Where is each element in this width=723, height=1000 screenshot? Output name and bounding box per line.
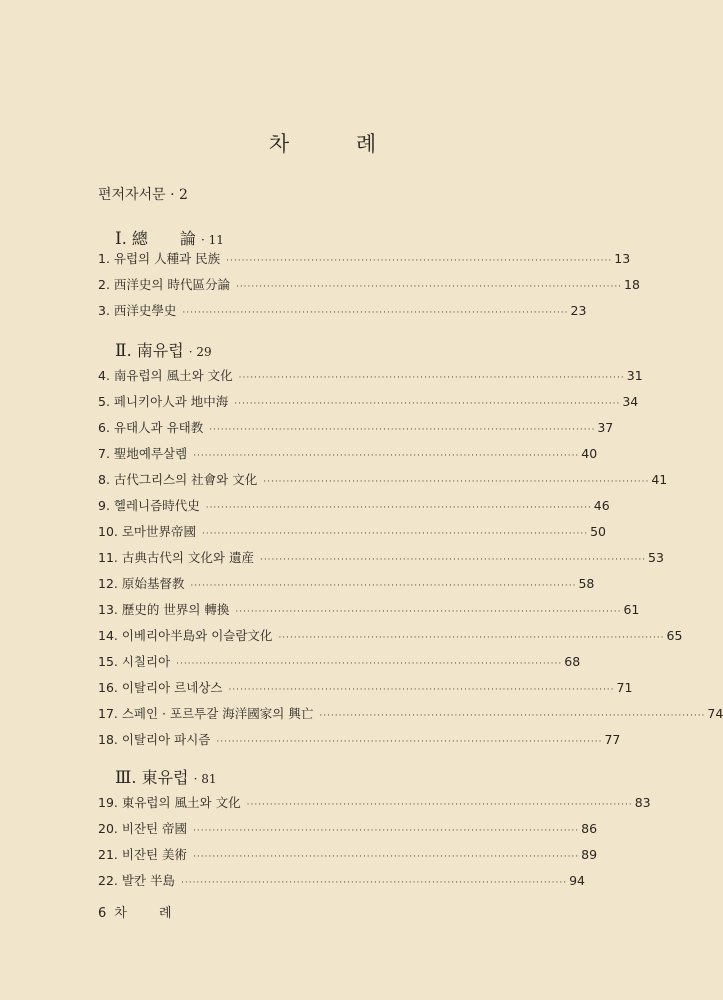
entry-title: 9. 헬레니즘時代史 [98,498,200,513]
entry-page: 86 [581,821,598,836]
page-footer [98,902,186,921]
entry-title: 17. 스페인 · 포르투갈 海洋國家의 興亡 [98,706,314,721]
section-numeral: Ⅰ [115,229,122,249]
leader-dots: ···································································································· [246,800,633,810]
toc-entry [98,845,598,863]
entry-title: 20. 비잔틴 帝國 [98,821,188,836]
toc-entry [98,730,621,748]
entry-page: 83 [634,795,651,810]
toc-entry [98,522,607,540]
entry-page: 74 [707,706,723,721]
entry-title: 1. 유럽의 人種과 民族 [98,251,221,266]
section-heading-2 [115,338,212,361]
toc-entry [98,249,631,267]
section-page: · 81 [193,772,217,786]
toc-entry [98,496,610,514]
section-numeral: Ⅱ [115,341,127,361]
section-label: . 總 論 [121,229,196,248]
entry-page: 58 [578,576,595,591]
entry-title: 12. 原始基督教 [98,576,185,591]
toc-entry [98,444,598,462]
section-page: · 11 [201,233,224,247]
entry-title: 15. 시칠리아 [98,654,171,669]
toc-entry [98,418,614,436]
entry-title: 10. 로마世界帝國 [98,524,197,539]
section-heading-1 [115,226,224,249]
toc-entry [98,600,640,618]
section-label: . 南유럽 [126,341,184,360]
leader-dots: ···································································································· [202,529,589,539]
entry-page: 50 [590,524,607,539]
entry-page: 77 [604,732,621,747]
entry-title: 14. 이베리아半島와 이슬람文化 [98,628,273,643]
preface-entry: 편저자서문 · 2 [98,187,188,203]
entry-title: 13. 歷史的 世界의 轉換 [98,602,230,617]
toc-entry [98,574,595,592]
toc-entry [98,301,587,319]
leader-dots: ···································································································· [235,282,623,292]
entry-title: 18. 이탈리아 파시즘 [98,732,211,747]
entry-page: 41 [651,472,668,487]
leader-dots: ···································································································· [193,852,580,862]
entry-page: 71 [616,680,633,695]
section-heading-3 [115,765,217,788]
leader-dots: ···································································································· [235,607,622,617]
entry-page: 68 [564,654,581,669]
entry-page: 46 [593,498,610,513]
toc-entry [98,366,643,384]
entry-page: 89 [581,847,598,862]
toc-entry [98,548,664,566]
toc-entry [98,704,723,722]
leader-dots: ···································································································· [216,737,603,747]
leader-dots: ···································································································· [182,308,569,318]
leader-dots: ···································································································· [209,425,596,435]
entry-title: 8. 古代그리스의 社會와 文化 [98,472,258,487]
toc-entry [98,275,640,293]
entry-title: 21. 비잔틴 美術 [98,847,188,862]
toc-entry [98,793,651,811]
entry-page: 13 [614,251,631,266]
entry-page: 53 [648,550,664,565]
footer-title: 차 례 [114,906,186,921]
entry-title: 4. 南유럽의 風土와 文化 [98,368,233,383]
entry-title: 3. 西洋史學史 [98,303,177,318]
entry-page: 37 [597,420,614,435]
leader-dots: ···································································································· [205,503,592,513]
toc-entry [98,392,639,410]
toc-entry [98,819,598,837]
entry-page: 40 [581,446,598,461]
leader-dots: ···································································································· [278,633,665,643]
section-page: · 29 [188,345,212,359]
leader-dots: ···································································································· [176,659,563,669]
entry-page: 94 [569,873,585,888]
entry-page: 65 [666,628,683,643]
toc-entry [98,678,633,696]
entry-title: 2. 西洋史의 時代區分論 [98,277,230,292]
entry-title: 16. 이탈리아 르네상스 [98,680,223,695]
entry-page: 18 [624,277,640,292]
toc-entry [98,470,668,488]
leader-dots: ···································································································· [263,477,650,487]
leader-dots: ···································································································· [234,399,621,409]
entry-title: 7. 聖地예루살렘 [98,446,188,461]
footer-page-number: 6 [98,906,107,921]
entry-page: 31 [626,368,643,383]
toc-entry [98,871,585,889]
leader-dots: ···································································································· [190,581,577,591]
page-title: 차 례 [268,132,407,156]
section-numeral: Ⅲ [115,768,132,788]
leader-dots: ···································································································· [238,373,625,383]
section-label: . 東유럽 [131,768,189,787]
leader-dots: ···································································································· [228,685,615,695]
toc-entry [98,652,581,670]
leader-dots: ···································································································· [319,711,706,721]
entry-page: 23 [570,303,587,318]
entry-title: 5. 페니키아人과 地中海 [98,394,229,409]
leader-dots: ···································································································· [193,826,580,836]
toc-entry [98,626,683,644]
leader-dots: ···································································································· [226,256,613,266]
entry-page: 34 [622,394,639,409]
leader-dots: ···································································································· [193,451,580,461]
entry-title: 19. 東유럽의 風土와 文化 [98,795,241,810]
leader-dots: ···································································································· [180,878,568,888]
leader-dots: ···································································································· [259,555,647,565]
entry-title: 22. 발칸 半島 [98,873,175,888]
entry-title: 6. 유태人과 유태教 [98,420,204,435]
entry-page: 61 [623,602,640,617]
entry-title: 11. 古典古代의 文化와 遺産 [98,550,254,565]
